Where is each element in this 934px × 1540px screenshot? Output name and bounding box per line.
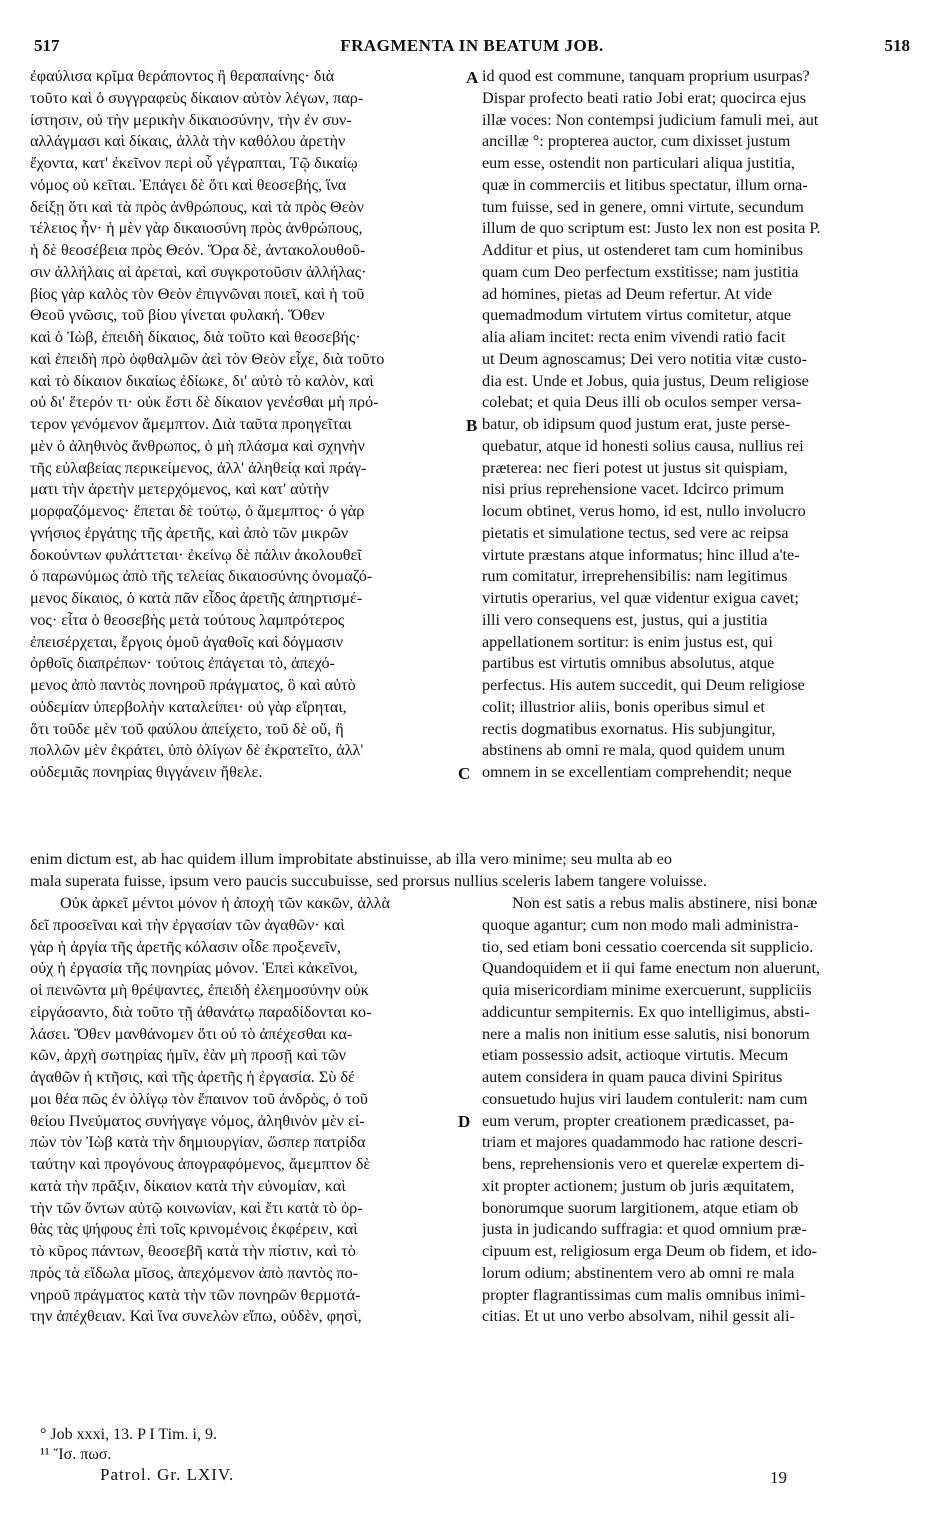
text-line: πὼν τὸν Ἰὼβ κατὰ τὴν δημιουργίαν, ὥσπερ πατρίδα — [30, 1133, 366, 1152]
text-line: ἡ δὲ θεοσέβεια πρὸς Θεόν. Ὅρα δὲ, ἀντακολουθοῦ- — [30, 241, 366, 259]
text-line: quemadmodum virtutem virtus comitetur, atque — [482, 306, 792, 325]
text-line: propter flagrantissimas cum malis omnibus inimi- — [482, 1285, 806, 1304]
text-line: ἐφαύλισα κρῖμα θεράποντος ἢ θεραπαίνης· διὰ — [30, 67, 335, 85]
text-line: μορφαζόμενος· ἕπεται δὲ τούτῳ, ὁ ἄμεμπτος· ὁ γὰρ — [30, 502, 365, 520]
page-number-left: 517 — [34, 36, 60, 55]
text-line: locum obtinet, verus homo, id est, nullo involucro — [482, 502, 806, 520]
text-line: δείξῃ ὅτι καὶ τὰ πρὸς ἀνθρώπους, καὶ τὰ πρὸς Θεὸν — [30, 197, 364, 216]
text-line: rectis dogmatibus exornatus. His subjungitur, — [482, 719, 776, 738]
section-marker-c: C — [458, 764, 471, 783]
text-line: ἐπεισέρχεται, ἔργοις ὁμοῦ ἀγαθοῖς καὶ δόγμασιν — [30, 632, 344, 651]
text-line: Dispar profecto beati ratio Jobi erat; quocirca ejus — [482, 88, 807, 107]
text-line: μὲν ὁ ἀληθινὸς ἄνθρωπος, ὁ μὴ πλάσμα καὶ σχηνὴν — [30, 436, 365, 455]
text-line: κατὰ τὴν πρᾶξιν, δίκαιον κατὰ τὴν εὐνομίαν, καὶ — [30, 1176, 346, 1195]
text-line: σιν ἀλλήλαις αἱ ἀρεταὶ, καὶ συγκροτοῦσιν ἀλλήλας· — [30, 262, 367, 281]
text-line: την ἀπέχθειαν. Καὶ ἵνα συνελὼν εἴπω, οὐδὲν, φησὶ, — [30, 1307, 362, 1326]
text-line: βίος γὰρ καλὸς τὸν Θεὸν ἐπιγνῶναι ποιεῖ, καὶ ἡ τοῦ — [30, 284, 365, 303]
text-line: mala superata fuisse, ipsum vero paucis succubuisse, sed prorsus nullius sceleris labem tangere voluisse. — [30, 871, 708, 890]
text-line: quoque agantur; cum non modo mali administra- — [482, 915, 799, 934]
text-line: ἔχοντα, κατ' ἐκεῖνον περὶ οὗ γέγραπται, Τῷ δικαίῳ — [30, 154, 358, 172]
text-line: tio, sed etiam boni cessatio coercenda sit supplicio. — [482, 937, 814, 956]
text-line: οὐδεμίαν ὑπερβολὴν καταλείπει· οὐ γὰρ εἴρηται, — [30, 697, 347, 716]
text-line: ίστησιν, οὐ τὴν μερικὴν δικαιοσύνην, τὴν ἐν συν- — [30, 110, 352, 129]
text-line: quam cum Deo perfectum exstitisse; nam justitia — [482, 262, 799, 281]
text-line: abstinens ab omni re mala, quod quidem unum — [482, 741, 786, 760]
text-line: ὅτι τοῦδε μὲν τοῦ φαύλου ἀπείχετο, τοῦ δὲ οὔ, ἢ — [30, 719, 344, 738]
text-line: ὀρθοῖς διαπρέπων· τούτοις ἐπάγεται τὸ, ἀπεχό- — [30, 654, 335, 673]
text-line: μενος ἀπὸ παντὸς πονηροῦ πράγματος, ὃ καὶ αὐτὸ — [30, 676, 356, 694]
text-line: id quod est commune, tanquam proprium usurpas? — [482, 67, 810, 85]
running-title: FRAGMENTA IN BEATUM JOB. — [340, 36, 604, 55]
text-line: dia est. Unde et Jobus, quia justus, Deum religiose — [482, 371, 809, 390]
text-line: ut Deum agnoscamus; Dei vero notitia vitæ custo- — [482, 349, 808, 368]
text-line: illi vero consequens est, justus, qui a justitia — [482, 610, 768, 629]
text-line: addicuntur sempiternis. Ex quo intelligimus, absti- — [482, 1002, 810, 1021]
latin-column-top — [482, 66, 900, 784]
text-line: τὸ κῦρος πάντων, θεοσεβῆ κατὰ τὴν πίστιν, καὶ τὸ — [30, 1242, 356, 1260]
text-line: καὶ ἐπειδὴ πρὸ ὀφθαλμῶν ἀεὶ τὸν Θεὸν εἶχε, διὰ τοῦτο — [30, 349, 385, 368]
text-line: lorum odium; abstinentem vero ab omni re mala — [482, 1263, 795, 1282]
section-marker-d: D — [458, 1112, 471, 1131]
text-line: enim dictum est, ab hac quidem illum improbitate abstinuisse, ab illa vero minime; seu multa ab eo — [30, 850, 672, 868]
running-header — [34, 36, 910, 58]
text-line: præterea: nec fieri potest ut justus sit quispiam, — [482, 458, 788, 477]
text-line: perfectus. His autem succedit, qui Deum religiose — [482, 676, 805, 694]
text-line: Quandoquidem et ii qui fame enectum non aluerunt, — [482, 959, 821, 978]
text-line: οὐχ ἡ ἐργασία τῆς πονηρίας μόνον. Ἐπεὶ κἀκεῖνοι, — [30, 959, 358, 978]
text-line: nere a malis non initium esse salutis, nisi bonorum — [482, 1024, 810, 1043]
series-signature: Patrol. Gr. LXIV. — [100, 1465, 235, 1484]
text-line: θείου Πνεύματος συνήγαγε νόμος, ἀληθινὸν μὲν εἰ- — [30, 1111, 365, 1130]
text-line: οἱ πεινῶντα μὴ θρέψαντες, ἐπειδὴ ἐλεημοσύνην οὐκ — [30, 981, 369, 999]
text-line: illæ voces: Non contempsi judicium famuli mei, aut — [482, 110, 819, 129]
text-line: xit propter actionem; justum ob juris æquitatem, — [482, 1176, 795, 1195]
text-line: appellationem sortitur: is enim justus est, qui — [482, 632, 773, 651]
text-line: Non est satis a rebus malis abstinere, nisi bonæ — [512, 894, 818, 912]
footnote-variant-text: ¹¹ Ἴσ. πωσ. — [40, 1446, 112, 1463]
text-line: γὰρ ἡ ἀργία τῆς ἀρετῆς κόλασιν οἶδε προξενεῖν, — [30, 937, 341, 956]
text-line: omnem in se excellentiam comprehendit; neque — [482, 763, 792, 781]
text-line: Οὐκ ἀρκεῖ μέντοι μόνον ἡ ἀποχὴ τῶν κακῶν, ἀλλὰ — [60, 894, 391, 912]
text-line: δεῖ προσεῖναι καὶ τὴν ἐργασίαν τῶν ἀγαθῶν· καὶ — [30, 915, 345, 934]
section-marker-a: A — [466, 68, 479, 87]
text-line: consuetudo hujus viri laudem contulerit: nam cum — [482, 1089, 808, 1108]
text-line: quæ in commerciis et litibus spectatur, illum orna- — [482, 175, 808, 194]
text-line: pietatis et simulatione tectus, sed vere ac reipsa — [482, 523, 789, 542]
text-line: ταύτην καὶ προγόνους ἀπογραφόμενος, ἄμεμπτον δὲ — [30, 1155, 371, 1173]
text-line: λάσει. Ὅθεν μανθάνομεν ὅτι οὐ τὸ ἀπέχεσθαι κα- — [30, 1024, 353, 1043]
text-line: virtutis operarius, vel quæ videntur exigua cavet; — [482, 589, 799, 607]
text-line: αλλάγμασι καὶ δίκαις, ἀλλὰ τὴν καθόλου ἀρετὴν — [30, 132, 346, 151]
text-line: quia misericordiam minime exercuerunt, suppliciis — [482, 981, 812, 999]
text-line: ματι τὴν ἀρετὴν μετερχόμενος, καὶ κατ' αὐτὴν — [30, 480, 329, 499]
text-line: batur, ob idipsum quod justum erat, juste perse- — [482, 415, 791, 433]
page-number-right: 518 — [884, 36, 910, 55]
text-line: οὐ δι' ἕτερόν τι· οὐκ ἔστι δὲ δίκαιον γενέσθαι μὴ πρό- — [30, 393, 379, 412]
text-line: δοκούντων φυλάττεται· ἐκείνῳ δὲ πάλιν ἀκολουθεῖ — [30, 545, 362, 564]
text-line: τέλειος ἦν· ἡ μὲν γὰρ δικαιοσύνη πρὸς ἀνθρώπους, — [30, 219, 363, 238]
text-line: illum de quo scriptum est: Justo lex non est posita P. — [482, 219, 821, 238]
gathering-number: 19 — [770, 1468, 787, 1487]
text-line: νόμος οὐ κεῖται. Ἐπάγει δὲ ὅτι καὶ θεοσεβής, ἵνα — [30, 175, 347, 194]
text-line: citias. Et ut uno verbo absolvam, nihil gessit ali- — [482, 1307, 795, 1326]
text-line: bens, reprehensionis vero et querelæ expertem di- — [482, 1155, 805, 1173]
text-line: quebatur, atque id honesti solius causa, nullius rei — [482, 436, 804, 455]
text-line: πολλῶν μὲν ἐκράτει, ὑπὸ ὀλίγων δὲ ἐκρατεῖτο, ἀλλ' — [30, 741, 364, 760]
full-width-latin-lines — [30, 849, 900, 893]
text-line: tum fuisse, sed in genere, omni virtute, secundum — [482, 197, 804, 216]
greek-column-bottom — [30, 893, 462, 1328]
text-line: partibus est virtutis omnibus absolutus, atque — [482, 654, 775, 673]
text-line: νος· εἶτα ὁ θεοσεβὴς μετὰ τούτους λαμπρότερος — [30, 610, 345, 629]
text-line: Additur et pius, ut ostenderet tam cum hominibus — [482, 241, 804, 259]
text-line: colebat; et quia Deus illi ob oculos semper versa- — [482, 393, 802, 412]
text-line: τὴν τῶν ὄντων αὐτῷ κοινωνίαν, καὶ ἔτι κατὰ τὸ ὀρ- — [30, 1198, 363, 1217]
text-line: bonorumque suorum largitionem, atque etiam ob — [482, 1198, 799, 1217]
text-line: autem considera in quam pauca divini Spiritus — [482, 1068, 783, 1086]
text-line: καὶ τὸ δίκαιον δικαίως ἐδίωκε, δι' αὐτὸ τὸ καλὸν, καὶ — [30, 371, 374, 390]
text-line: virtute præstans atque informatus; hinc illud a'te- — [482, 545, 800, 564]
text-line: eum esse, ostendit non particulari aliqua justitia, — [482, 154, 795, 172]
text-line: ancillæ °: propterea auctor, cum dixisset justum — [482, 132, 791, 151]
text-line: alia aliam incitet: recta enim vivendi ratio facit — [482, 328, 786, 346]
text-line: triam et majores quadammodo hac ratione descri- — [482, 1133, 803, 1152]
text-line: κῶν, ἀρχὴ σωτηρίας ἡμῖν, ἐὰν μὴ προσῇ καὶ τῶν — [30, 1046, 346, 1065]
text-line: ad homines, pietas ad Deum refertur. At vide — [482, 284, 772, 303]
text-line: μενος δίκαιος, ὁ κατὰ πᾶν εἶδος ἀρετῆς ἀπηρτισμέ- — [30, 589, 363, 607]
text-line: colit; illustrior aliis, bonis operibus simul et — [482, 697, 765, 716]
greek-column-top — [30, 66, 462, 784]
latin-column-bottom — [482, 893, 900, 1328]
text-line: τοῦτο καὶ ὁ συγγραφεὺς δίκαιον αὐτὸν λέγων, παρ- — [30, 88, 364, 107]
text-line: οὐδεμιᾶς πονηρίας θιγγάνειν ἤθελε. — [30, 763, 263, 781]
text-line: eum verum, propter creationem prædicasset, pa- — [482, 1111, 795, 1130]
text-line: etiam possessio adsit, actioque virtutis. Mecum — [482, 1046, 789, 1065]
text-line: rum comitatur, irreprehensibilis: nam legitimus — [482, 567, 788, 586]
text-line: εἰργάσαντο, διὰ τοῦτο τῇ ἀθανάτῳ παραδίδονται κο- — [30, 1002, 372, 1021]
text-line: cipuum est, religiosum erga Deum ob fidem, et ido- — [482, 1242, 818, 1260]
text-line: ἀγαθῶν ἡ κτῆσις, καὶ τῆς ἀρετῆς ἡ ἐργασία. Σὺ δέ — [30, 1068, 355, 1086]
text-line: τῆς εὐλαβείας περικείμενος, ἀλλ' ἀληθείᾳ καὶ πράγ- — [30, 458, 367, 477]
section-marker-b: B — [466, 416, 478, 435]
footnote-references: ° Job xxxi, 13. P I Tim. i, 9. — [40, 1426, 217, 1443]
text-line: μοι θέα πῶς ἐν ὀλίγῳ τὸν ἔπαινον τοῦ ἀνδρὸς, ὁ τοῦ — [30, 1089, 368, 1108]
text-line: νηροῦ πράγματος κατὰ τὴν τῶν πονηρῶν θερμοτά- — [30, 1285, 361, 1304]
text-line: τερον γενόμενον ἄμεμπτον. Διὰ ταῦτα προηγεῖται — [30, 415, 352, 433]
text-line: ὁ παρωνύμως ἀπὸ τῆς τελείας δικαιοσύνης ὀνομαζό- — [30, 567, 373, 586]
text-line: γνήσιος ἐργάτης τῆς ἀρετῆς, καὶ ἀπὸ τῶν μικρῶν — [30, 523, 349, 542]
text-line: Θεοῦ γνῶσις, τοῦ βίου γίνεται φυλακή. Ὅθεν — [30, 306, 325, 325]
text-line: πρὸς τὰ εἴδωλα μῖσος, ἀπεχόμενον ἀπὸ παντὸς πο- — [30, 1263, 359, 1282]
text-line: θὰς τὰς ψήφους ἐπὶ τοῖς κρινομένοις ἐκφέρειν, καὶ — [30, 1220, 358, 1239]
text-line: justa in judicando suffragia: et quod omnium præ- — [482, 1220, 807, 1239]
text-line: nisi prius reprehensione vacet. Idcirco primum — [482, 480, 785, 499]
text-line: καὶ ὁ Ἰὼβ, ἐπειδὴ δίκαιος, διὰ τοῦτο καὶ θεοσεβής· — [30, 328, 361, 346]
